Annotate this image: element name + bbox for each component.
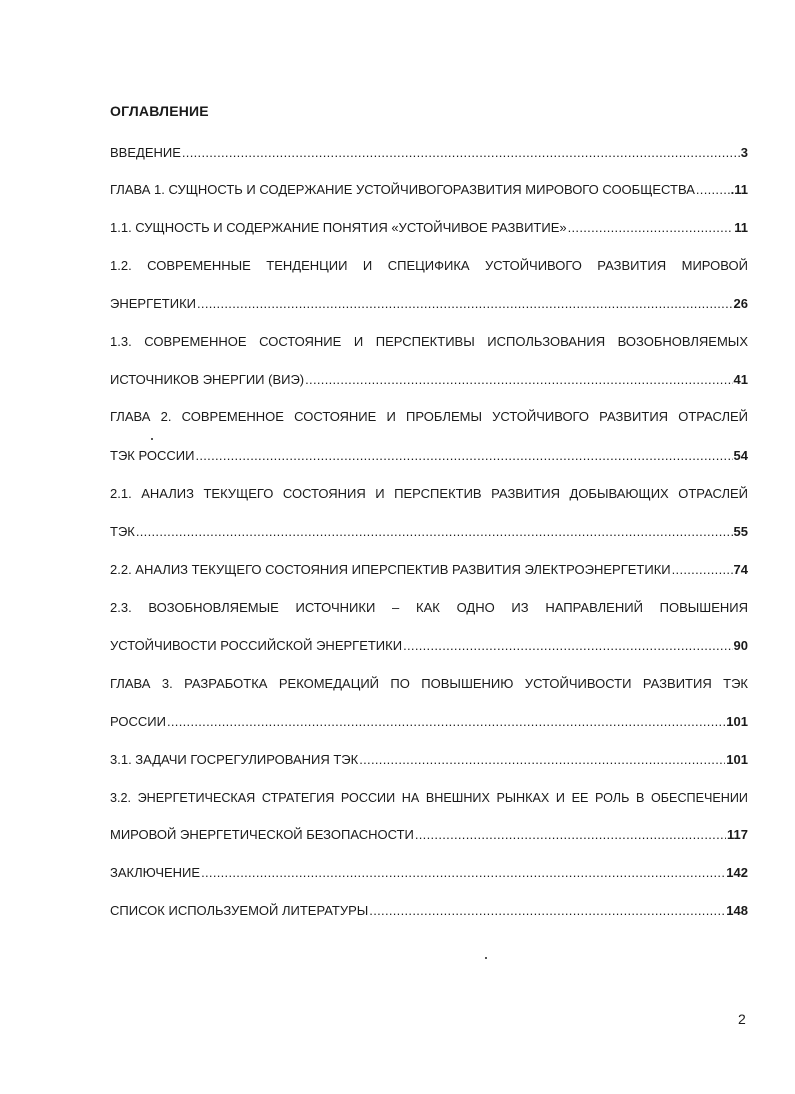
toc-leader-dots xyxy=(182,144,740,162)
toc-entry-page: 148 xyxy=(726,903,748,918)
toc-entry-section-1-2-line1[interactable]: 1.2. СОВРЕМЕННЫЕ ТЕНДЕНЦИИ И СПЕЦИФИКА УСТОЙЧИВОГО РАЗВИТИЯ МИРОВОЙ xyxy=(110,258,748,273)
toc-entry-text: 1.1. СУЩНОСТЬ И СОДЕРЖАНИЕ ПОНЯТИЯ «УСТОЙЧИВОЕ РАЗВИТИЕ» xyxy=(110,220,567,235)
toc-leader-dots xyxy=(415,826,726,844)
toc-leader-dots xyxy=(197,295,733,313)
toc-title: ОГЛАВЛЕНИЕ xyxy=(110,103,209,119)
toc-entry-section-2-1[interactable] xyxy=(110,523,748,541)
toc-entry-text: ГЛАВА 1. СУЩНОСТЬ И СОДЕРЖАНИЕ УСТОЙЧИВОГОРАЗВИТИЯ МИРОВОГО СООБЩЕСТВА xyxy=(110,182,695,197)
toc-entry-text: ЭНЕРГЕТИКИ xyxy=(110,296,196,311)
toc-leader-dots xyxy=(195,447,732,465)
toc-entry-text: 2.2. АНАЛИЗ ТЕКУЩЕГО СОСТОЯНИЯ ИПЕРСПЕКТИВ РАЗВИТИЯ ЭЛЕКТРОЭНЕРГЕТИКИ xyxy=(110,562,671,577)
toc-entry-page: 101 xyxy=(726,752,748,767)
toc-entry-chapter-3[interactable] xyxy=(110,713,748,731)
scan-speck xyxy=(151,438,153,440)
toc-entry-section-3-1[interactable] xyxy=(110,751,748,769)
toc-entry-page: 74 xyxy=(733,562,748,577)
scan-speck xyxy=(485,957,487,959)
toc-entry-text: 3.1. ЗАДАЧИ ГОСРЕГУЛИРОВАНИЯ ТЭК xyxy=(110,752,359,767)
toc-entry-page: 55 xyxy=(733,524,748,539)
toc-entry-page: .11 xyxy=(730,182,748,197)
toc-entry-text: ТЭК РОССИИ xyxy=(110,448,195,463)
toc-entry-text: ЗАКЛЮЧЕНИЕ xyxy=(110,865,201,880)
toc-entry-text: ВВЕДЕНИЕ xyxy=(110,145,181,160)
toc-entry-section-1-3-line1[interactable]: 1.3. СОВРЕМЕННОЕ СОСТОЯНИЕ И ПЕРСПЕКТИВЫ ИСПОЛЬЗОВАНИЯ ВОЗОБНОВЛЯЕМЫХ xyxy=(110,334,748,349)
toc-leader-dots xyxy=(305,371,732,389)
toc-entry-page: 41 xyxy=(733,372,748,387)
toc-entry-section-1-2[interactable] xyxy=(110,295,748,313)
toc-entry-section-2-3-line1[interactable]: 2.3. ВОЗОБНОВЛЯЕМЫЕ ИСТОЧНИКИ – КАК ОДНО ИЗ НАПРАВЛЕНИЙ ПОВЫШЕНИЯ xyxy=(110,600,748,615)
toc-entry-text: ТЭК xyxy=(110,524,135,539)
toc-entry-section-2-2[interactable] xyxy=(110,561,748,579)
toc-entry-page: 117 xyxy=(727,827,748,842)
toc-leader-dots xyxy=(201,864,725,882)
toc-entry-page: 142 xyxy=(726,865,748,880)
toc-entry-section-3-2-line1[interactable]: 3.2. ЭНЕРГЕТИЧЕСКАЯ СТРАТЕГИЯ РОССИИ НА ВНЕШНИХ РЫНКАХ И ЕЕ РОЛЬ В ОБЕСПЕЧЕНИИ xyxy=(110,791,748,805)
toc-leader-dots xyxy=(136,523,733,541)
toc-leader-dots xyxy=(696,181,730,199)
toc-leader-dots xyxy=(369,902,725,920)
toc-entry-section-1-3[interactable] xyxy=(110,371,748,389)
toc-entry-page: 26 xyxy=(733,296,748,311)
toc-leader-dots xyxy=(403,637,732,655)
toc-entry-bibliography[interactable] xyxy=(110,902,748,920)
toc-entry-page: 90 xyxy=(733,638,748,653)
toc-entry-text: УСТОЙЧИВОСТИ РОССИЙСКОЙ ЭНЕРГЕТИКИ xyxy=(110,638,403,653)
toc-entry-section-2-3[interactable] xyxy=(110,637,748,655)
toc-entry-chapter-2-line1[interactable]: ГЛАВА 2. СОВРЕМЕННОЕ СОСТОЯНИЕ И ПРОБЛЕМЫ УСТОЙЧИВОГО РАЗВИТИЯ ОТРАСЛЕЙ xyxy=(110,409,748,424)
toc-leader-dots xyxy=(568,219,734,237)
toc-leader-dots xyxy=(359,751,725,769)
toc-entry-section-1-1[interactable] xyxy=(110,219,748,237)
toc-entry-chapter-2[interactable] xyxy=(110,447,748,465)
toc-leader-dots xyxy=(167,713,725,731)
toc-entry-page: 11 xyxy=(734,220,748,235)
page-number: 2 xyxy=(738,1011,746,1027)
toc-entry-text: РОССИИ xyxy=(110,714,166,729)
toc-entry-page: 54 xyxy=(733,448,748,463)
toc-entry-page: 3 xyxy=(740,145,748,160)
toc-entry-conclusion[interactable] xyxy=(110,864,748,882)
toc-entry-chapter-3-line1[interactable]: ГЛАВА 3. РАЗРАБОТКА РЕКОМЕДАЦИЙ ПО ПОВЫШЕНИЮ УСТОЙЧИВОСТИ РАЗВИТИЯ ТЭК xyxy=(110,676,748,691)
toc-entry-section-3-2[interactable] xyxy=(110,826,748,844)
toc-entry-introduction[interactable] xyxy=(110,144,748,162)
toc-entry-text: СПИСОК ИСПОЛЬЗУЕМОЙ ЛИТЕРАТУРЫ xyxy=(110,903,369,918)
toc-entry-chapter-1[interactable] xyxy=(110,181,748,199)
toc-leader-dots xyxy=(672,561,733,579)
toc-entry-page: 101 xyxy=(726,714,748,729)
toc-entry-text: МИРОВОЙ ЭНЕРГЕТИЧЕСКОЙ БЕЗОПАСНОСТИ xyxy=(110,827,414,842)
toc-entry-section-2-1-line1[interactable]: 2.1. АНАЛИЗ ТЕКУЩЕГО СОСТОЯНИЯ И ПЕРСПЕКТИВ РАЗВИТИЯ ДОБЫВАЮЩИХ ОТРАСЛЕЙ xyxy=(110,486,748,501)
toc-entry-text: ИСТОЧНИКОВ ЭНЕРГИИ (ВИЭ) xyxy=(110,372,305,387)
